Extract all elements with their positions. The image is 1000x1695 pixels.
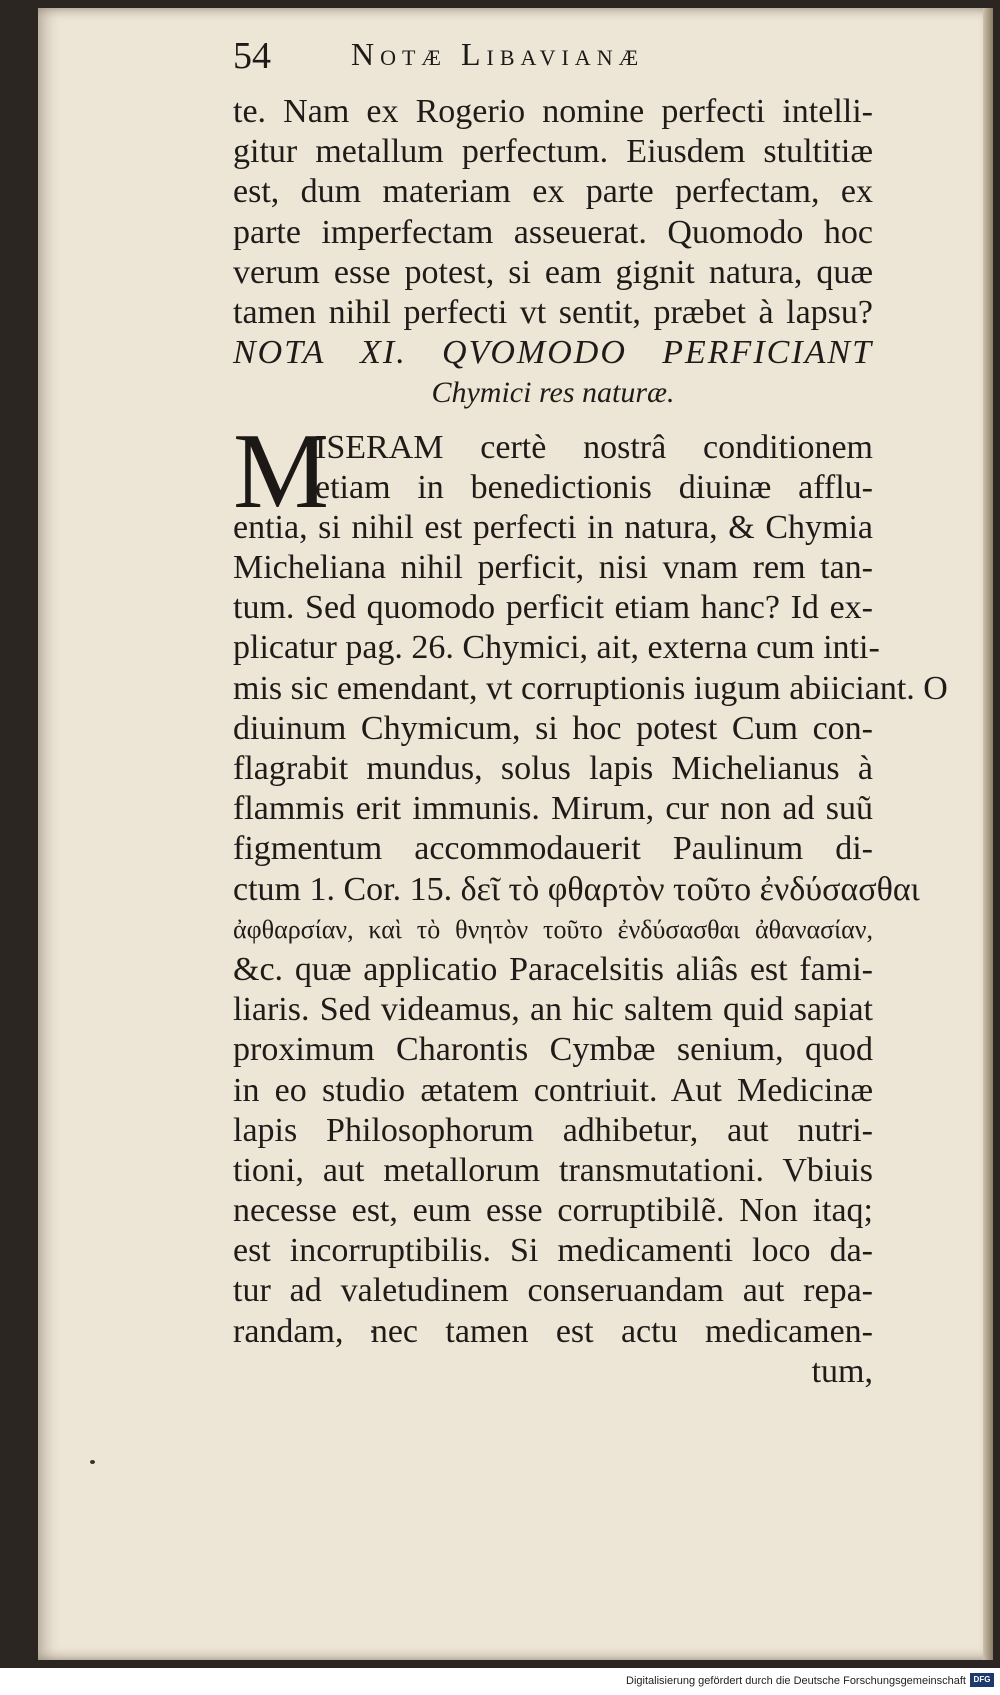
ink-speck xyxy=(90,1460,95,1464)
running-title: Notæ Libavianæ xyxy=(351,36,645,72)
text-line: figmentum accommodauerit Paulinum di- xyxy=(233,830,873,868)
text-line: plicatur pag. 26. Chymici, ait, externa cum inti- xyxy=(233,629,880,667)
text-line: randam, nec tamen est actu medicamen- xyxy=(233,1312,873,1350)
body-text xyxy=(233,92,948,1392)
text-line: liaris. Sed videamus, an hic saltem quid sapiat xyxy=(233,991,873,1029)
text-line: lapis Philosophorum adhibetur, aut nutri- xyxy=(233,1111,873,1149)
text-line: necesse est, eum esse corruptibilẽ. Non itaq; xyxy=(233,1192,873,1230)
catchword: tum, xyxy=(811,1352,873,1390)
drop-cap: M xyxy=(233,411,330,531)
text-line: entia, si nihil est perfecti in natura, & Chymia xyxy=(233,508,873,546)
greek-line: ἀφθαρσίαν, καὶ τὸ θνητὸν τοῦτο ἐνδύσασθαι ἀθανασίαν, xyxy=(233,914,873,944)
text-line: parte imperfectam asseuerat. Quomodo hoc xyxy=(233,213,873,251)
text-line: Micheliana nihil perficit, nisi vnam rem tan- xyxy=(233,549,873,587)
footer-bar xyxy=(0,1668,1000,1695)
text-line: tur ad valetudinem conseruandam aut repa- xyxy=(233,1272,873,1310)
text-line: gitur metallum perfectum. Eiusdem stultitiæ xyxy=(233,133,873,171)
funding-credit: Digitalisierung gefördert durch die Deutsche Forschungsgemeinschaft xyxy=(626,1675,966,1687)
text-line: mis sic emendant, vt corruptionis iugum abiiciant. O xyxy=(233,669,948,707)
text-line: ISERAM certè nostrâ conditionem xyxy=(315,428,873,466)
page-header xyxy=(233,34,873,84)
section-heading: NOTA XI. QVOMODO PERFICIANT xyxy=(233,334,873,372)
text-line: tamen nihil perfecti vt sentit, præbet à lapsu? xyxy=(233,293,873,331)
text-line: verum esse potest, si eam gignit natura, quæ xyxy=(233,253,873,291)
text-line: proximum Charontis Cymbæ senium, quod xyxy=(233,1031,873,1069)
section-subheading: Chymici res naturæ. xyxy=(431,376,675,410)
text-line: est, dum materiam ex parte perfectam, ex xyxy=(233,173,873,211)
text-line: etiam in benedictionis diuinæ afflu- xyxy=(315,468,873,506)
text-line: est incorruptibilis. Si medicamenti loco da- xyxy=(233,1232,873,1270)
text-line: tioni, aut metallorum transmutationi. Vbiuis xyxy=(233,1151,873,1189)
page-number: 54 xyxy=(233,35,271,77)
page-edge xyxy=(983,8,993,1660)
text-line: flammis erit immunis. Mirum, cur non ad suũ xyxy=(233,790,873,828)
text-line: diuinum Chymicum, si hoc potest Cum con- xyxy=(233,709,873,747)
text-line: &c. quæ applicatio Paracelsitis aliâs est fami- xyxy=(233,950,873,988)
paragraph xyxy=(233,411,948,1393)
text-line: te. Nam ex Rogerio nomine perfecti intelli- xyxy=(233,93,873,130)
text-line: in eo studio ætatem contriuit. Aut Medicinæ xyxy=(233,1071,873,1109)
text-line: ctum 1. Cor. 15. δεῖ τὸ φθαρτὸν τοῦτο ἐνδύσασθαι xyxy=(233,870,920,908)
dfg-logo-icon: DFG xyxy=(970,1673,994,1687)
text-line: flagrabit mundus, solus lapis Michelianus à xyxy=(233,750,873,787)
text-line: tum. Sed quomodo perficit etiam hanc? Id ex- xyxy=(233,589,873,627)
